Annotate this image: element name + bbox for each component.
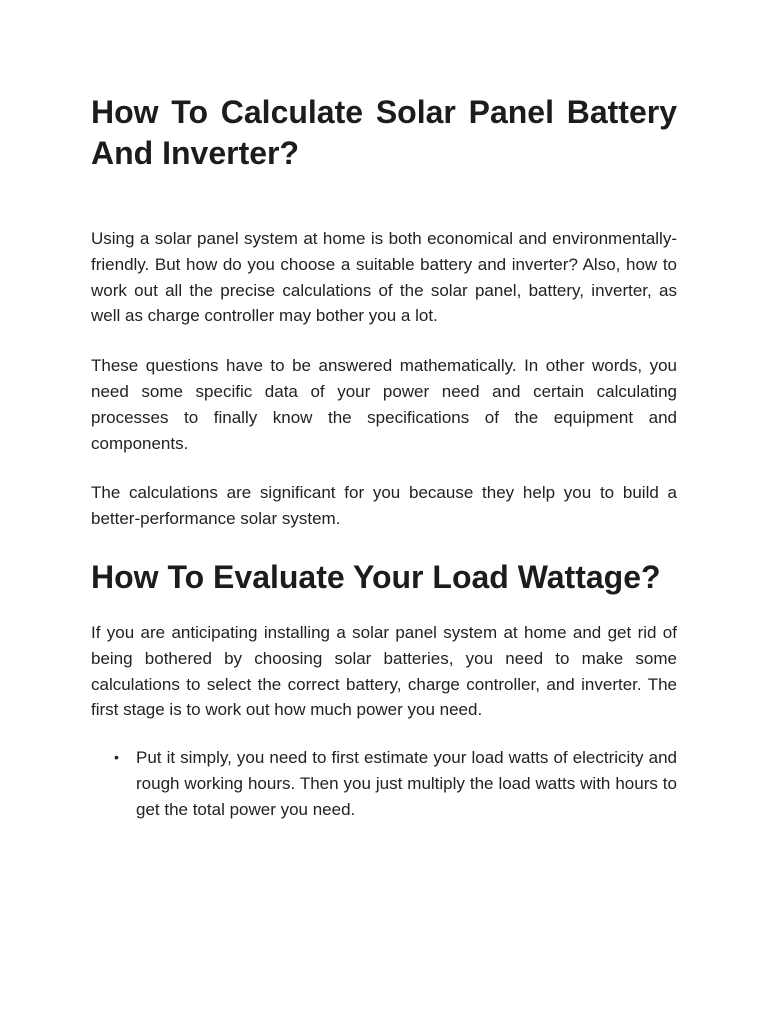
bullet-list	[91, 745, 677, 822]
intro-paragraph-3: The calculations are significant for you because they help you to build a better-performance solar system.	[91, 483, 677, 529]
document-page	[91, 92, 677, 823]
page-title: How To Calculate Solar Panel Battery And Inverter?	[91, 94, 677, 171]
bullet-icon: •	[114, 749, 119, 766]
intro-paragraph-2: These questions have to be answered mathematically. In other words, you need some specific data of your power need and certain calculating processes to finally know the specifications of the equipment and components.	[91, 356, 677, 453]
list-item	[114, 745, 677, 822]
section-heading: How To Evaluate Your Load Wattage?	[91, 558, 661, 595]
section-paragraph: If you are anticipating installing a solar panel system at home and get rid of being bothered by choosing solar batteries, you need to make some calculations to select the correct battery, charge controller, and inverter. The first stage is to work out how much power you need.	[91, 622, 677, 720]
list-item-text: Put it simply, you need to first estimate your load watts of electricity and rough working hours. Then you just multiply the load watts with hours to get the total power you need.	[136, 748, 677, 819]
intro-paragraph-1: Using a solar panel system at home is both economical and environmentally-friendly. But how do you choose a suitable battery and inverter? Also, how to work out all the precise calculations of the solar panel, battery, inverter, as well as charge controller may bother you a lot.	[91, 229, 677, 326]
